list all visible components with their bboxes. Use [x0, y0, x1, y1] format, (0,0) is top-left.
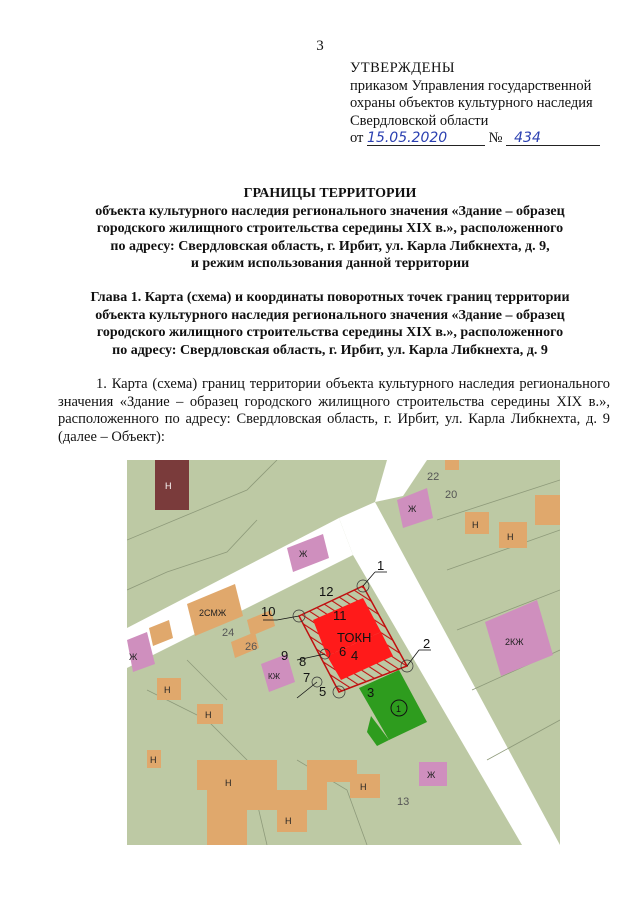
approval-title: УТВЕРЖДЕНЫ — [350, 60, 456, 76]
title-line: городского жилищного строительства середины XIX в.», расположенного — [96, 221, 564, 237]
plot-number: 22 — [427, 471, 440, 483]
point-2-label: 2 — [423, 636, 431, 651]
approval-line: Свердловской области — [350, 112, 489, 129]
handwritten-date: 15.05.2020 — [367, 130, 448, 146]
approval-block — [350, 60, 640, 148]
chapter-heading — [40, 289, 620, 359]
title-line: по адресу: Свердловская область, г. Ирбит, ул. Карла Либкнехта, д. 9, — [110, 238, 550, 254]
point-5-label: 5 — [319, 684, 327, 699]
building-label-n: Н — [507, 532, 514, 542]
building-label-n: Н — [472, 520, 479, 530]
building-label-n: Н — [285, 816, 292, 826]
building-label-zh: Ж — [299, 549, 308, 559]
building-label-n: Н — [164, 685, 171, 695]
handwritten-number: 434 — [514, 130, 541, 146]
plot-number: 24 — [222, 627, 235, 639]
building-label-2smzh: 2СМЖ — [199, 608, 227, 618]
nonresidential-building — [445, 460, 459, 470]
plot-number: 13 — [397, 796, 410, 808]
building-label-zh: Ж — [427, 770, 436, 780]
point-7-label: 7 — [303, 670, 311, 685]
title-line: и режим использования данной территории — [190, 256, 470, 272]
point-10-label: 10 — [261, 604, 276, 619]
chapter-line: по адресу: Свердловская область, г. Ирбит, ул. Карла Либкнехта, д. 9 — [112, 342, 548, 358]
nonresidential-building — [535, 495, 560, 525]
building-label-n: Н — [205, 710, 212, 720]
approval-line: приказом Управления государственной — [350, 77, 592, 94]
point-6-label: 6 — [339, 644, 347, 659]
approval-date-row — [350, 130, 640, 148]
building-label-n: Н — [150, 755, 157, 765]
building-label-n: Н — [360, 782, 367, 792]
building-label-zh: Ж — [408, 504, 417, 514]
point-3-label: 3 — [367, 685, 375, 700]
point-11-label: 11 — [333, 608, 347, 623]
building-label-n: Н — [225, 778, 232, 788]
point-4-label: 4 — [351, 648, 359, 663]
point-12-label: 12 — [319, 584, 334, 599]
number-label: № — [488, 130, 503, 146]
from-label: от — [350, 130, 364, 146]
boundary-map — [127, 460, 560, 845]
object-number: 1 — [396, 704, 402, 714]
chapter-line: Глава 1. Карта (схема) и координаты поворотных точек границ территории — [90, 290, 570, 305]
number-field — [506, 131, 600, 146]
paragraph-1: 1. Карта (схема) границ территории объекта культурного наследия регионального значения «Здание – образец городского жилищного строительства середины XIX в.», расположенного по адресу: Свердловская область, г. Ирбит, ул. Карла Либкнехта, д. 9 (далее – Объект): — [58, 376, 610, 445]
point-8-label: 8 — [299, 654, 307, 669]
plot-number: 26 — [245, 641, 258, 653]
plot-number: 20 — [445, 489, 458, 501]
point-1-label: 1 — [377, 558, 385, 573]
page-number: 3 — [316, 38, 324, 54]
title-line: объекта культурного наследия регионального значения «Здание – образец — [95, 203, 565, 219]
building-label-n: Н — [165, 481, 172, 491]
building-label-kzh: КЖ — [268, 672, 281, 681]
title-line: ГРАНИЦЫ ТЕРРИТОРИИ — [243, 186, 417, 201]
chapter-line: объекта культурного наследия регионального значения «Здание – образец — [95, 307, 565, 323]
approval-line: охраны объектов культурного наследия — [350, 95, 593, 111]
document-title — [40, 185, 620, 273]
date-field — [367, 131, 485, 146]
building-label-zh: Ж — [129, 652, 138, 662]
object-label: ТОКН — [337, 630, 372, 645]
dark-building — [155, 460, 189, 510]
map-svg — [127, 460, 560, 845]
chapter-line: городского жилищного строительства середины XIX в.», расположенного — [96, 325, 564, 341]
nonresidential-building — [277, 808, 307, 832]
point-9-label: 9 — [281, 648, 289, 663]
building-label-2kzh: 2КЖ — [505, 637, 524, 647]
